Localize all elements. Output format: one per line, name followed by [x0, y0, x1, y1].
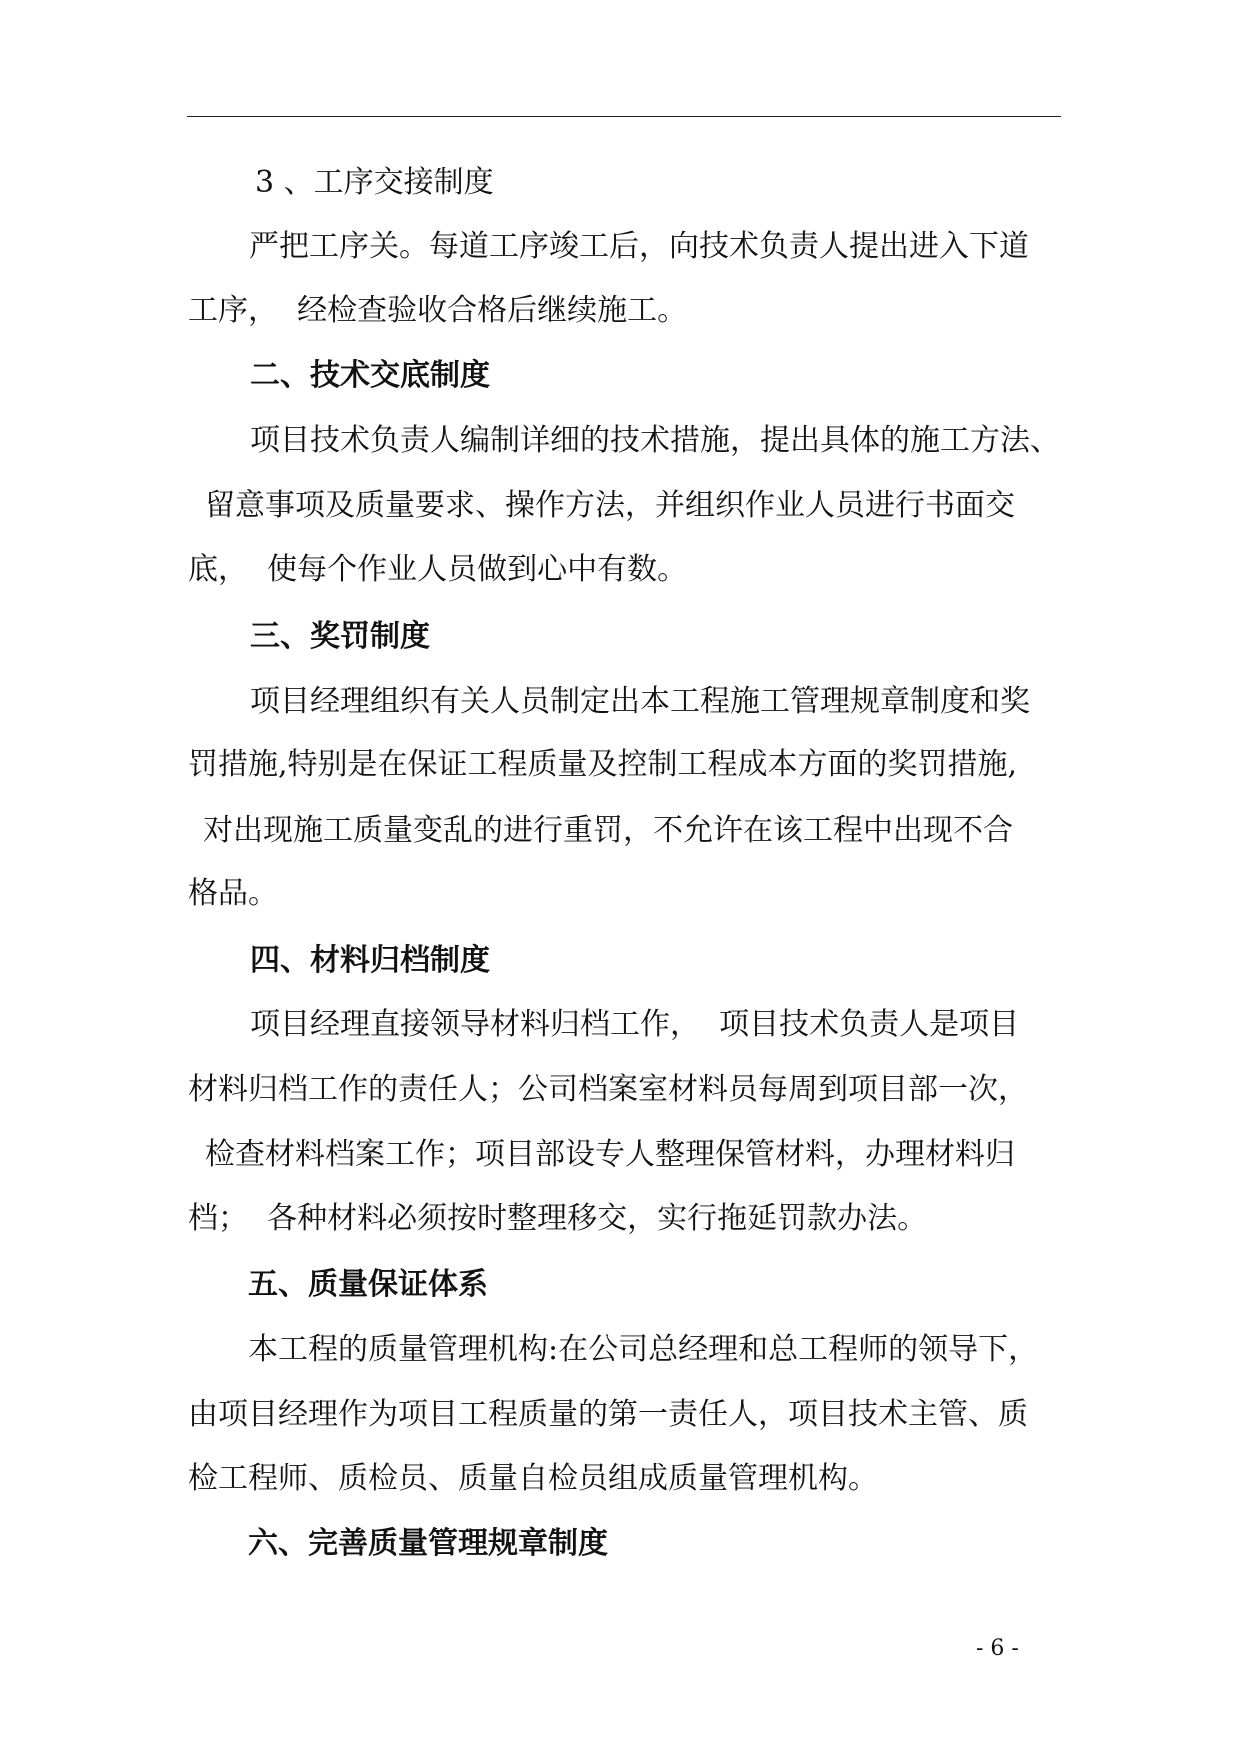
- section-heading: 三、奖罚制度: [250, 619, 430, 654]
- paragraph-line: 项目技术负责人编制详细的技术措施，提出具体的施工方法、: [250, 423, 1060, 458]
- section-heading: 六、完善质量管理规章制度: [248, 1526, 608, 1561]
- paragraph-line: 严把工序关。每道工序竣工后，向技术负责人提出进入下道: [249, 229, 1029, 264]
- paragraph-line: 工序， 经检查验收合格后继续施工。: [188, 293, 688, 328]
- paragraph-line: 材料归档工作的责任人；公司档案室材料员每周到项目部一次，: [188, 1072, 1028, 1107]
- paragraph-line: 留意事项及质量要求、操作方法，并组织作业人员进行书面交: [205, 488, 1015, 523]
- paragraph-line: 检工程师、质检员、质量自检员组成质量管理机构。: [188, 1461, 878, 1496]
- paragraph-line: 格品。: [188, 876, 278, 911]
- section-heading: 四、材料归档制度: [250, 943, 490, 978]
- paragraph-line: 本工程的质量管理机构:在公司总经理和总工程师的领导下，: [248, 1332, 1039, 1367]
- paragraph-line: 罚措施,特别是在保证工程质量及控制工程成本方面的奖罚措施,: [188, 747, 1018, 782]
- page-number: - 6 -: [976, 1636, 1019, 1661]
- section-heading: 五、质量保证体系: [248, 1267, 488, 1302]
- section-heading: 二、技术交底制度: [250, 358, 490, 393]
- header-rule: [187, 116, 1061, 117]
- paragraph-line: 底， 使每个作业人员做到心中有数。: [188, 552, 688, 587]
- paragraph-line: 对出现施工质量变乱的进行重罚，不允许在该工程中出现不合: [203, 813, 1013, 848]
- paragraph-line: 项目经理组织有关人员制定出本工程施工管理规章制度和奖: [250, 684, 1030, 719]
- paragraph-line: 档； 各种材料必须按时整理移交，实行拖延罚款办法。: [188, 1201, 928, 1236]
- paragraph-line: 检查材料档案工作；项目部设专人整理保管材料，办理材料归: [205, 1137, 1015, 1172]
- paragraph-line: 项目经理直接领导材料归档工作， 项目技术负责人是项目: [250, 1007, 1020, 1042]
- subheading-process-handover: 3 、工序交接制度: [255, 165, 494, 200]
- paragraph-line: 由项目经理作为项目工程质量的第一责任人，项目技术主管、质: [188, 1397, 1028, 1432]
